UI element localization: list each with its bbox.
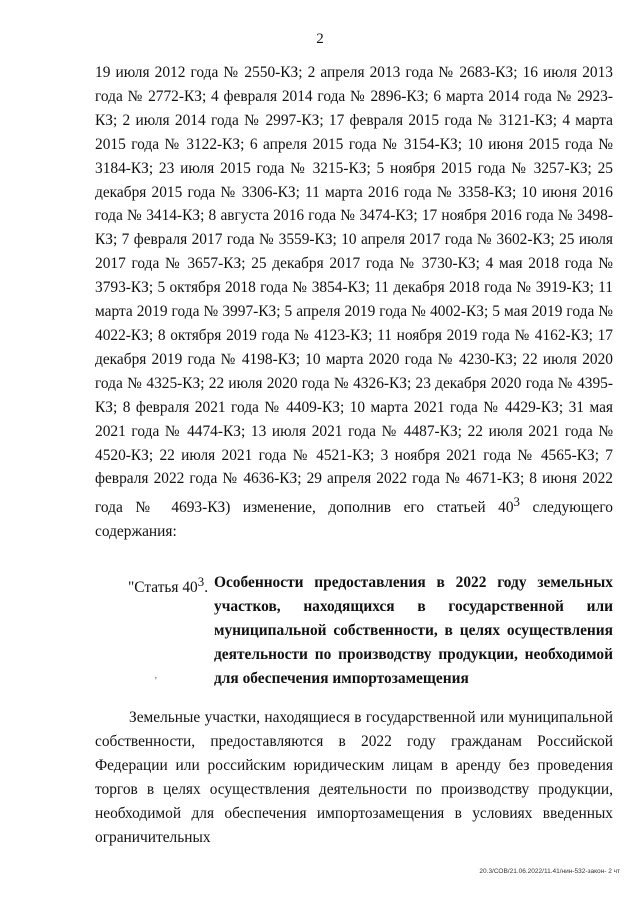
article-label-prefix: "Статья 40	[128, 579, 198, 597]
amendment-paragraph	[95, 61, 613, 544]
article-label-suffix: .	[204, 579, 209, 597]
article-label-superscript: 3	[197, 575, 205, 589]
stray-mark: '	[155, 676, 157, 687]
amendment-dates-text: 19 июля 2012 года № 2550-КЗ; 2 апреля 2013 года № 2683-КЗ; 16 июля 2013 года № 2772-КЗ; 4 февраля 2014 года № 2896-КЗ; 6 марта 2014 года № 2923-КЗ; 2 июля 2014 года № 2997-КЗ; 17 февраля 2015 года № 3121-КЗ; 4 марта 2015 года № 3122-КЗ; 6 апреля 2015 года № 3154-КЗ; 10 июня 2015 года № 3184-КЗ; 23 июля 2015 года № 3215-КЗ; 5 ноября 2015 года № 3257-КЗ; 25 декабря 2015 года № 3306-КЗ; 11 марта 2016 года № 3358-КЗ; 10 июня 2016 года № 3414-КЗ; 8 августа 2016 года № 3474-КЗ; 17 ноября 2016 года № 3498-КЗ; 7 февраля 2017 года № 3559-КЗ; 10 апреля 2017 года № 3602-КЗ; 25 июля 2017 года № 3657-КЗ; 25 декабря 2017 года № 3730-КЗ; 4 мая 2018 года № 3793-КЗ; 5 октября 2018 года № 3854-КЗ; 11 декабря 2018 года № 3919-КЗ; 11 марта 2019 года № 3997-КЗ; 5 апреля 2019 года № 4002-КЗ; 5 мая 2019 года № 4022-КЗ; 8 октября 2019 года № 4123-КЗ; 11 ноября 2019 года № 4162-КЗ; 17 декабря 2019 года № 4198-КЗ; 10 марта 2020 года № 4230-КЗ; 22 июля 2020 года № 4325-КЗ; 22 июля 2020 года № 4326-КЗ; 23 декабря 2020 года № 4395-КЗ; 8 февраля 2021 года № 4409-КЗ; 10 марта 2021 года № 4429-КЗ; 31 мая 2021 года № 4474-КЗ; 13 июля 2021 года № 4487-КЗ; 22 июля 2021 года № 4520-КЗ; 22 июля 2021 года № 4521-КЗ; 3 ноября 2021 года № 4565-КЗ; 7 февраля 2022 года № 4636-КЗ; 29 апреля 2022 года № 4671-КЗ; 8 июня 2022 года № 4693-КЗ) изменение, дополнив его статьей 40	[95, 64, 613, 517]
amendment-superscript: 3	[513, 495, 520, 510]
page-number: 2	[316, 31, 324, 47]
article-block	[128, 571, 613, 691]
article-title: Особенности предоставления в 2022 году земельных участков, находящихся в государственной или муниципальной собственности, в целях осуществления деятельности по производству продукции, необходимой для обеспечения импортозамещения	[214, 574, 613, 687]
article-label	[128, 571, 214, 600]
amendment-tail: следующего содержания:	[95, 499, 613, 541]
footer-document-code: 20.3/СОВ/21.06.2022/11.41/нин-532-закон- 2 чт	[479, 868, 620, 875]
body-paragraph: Земельные участки, находящиеся в государственной или муниципальной собственности, предоставляются в 2022 году гражданам Российской Федерации или российским юридическим лицам в аренду без проведения торгов в целях осуществления деятельности по производству продукции, необходимой для обеспечения импортозамещения в условиях введенных ограничительных	[95, 709, 613, 846]
